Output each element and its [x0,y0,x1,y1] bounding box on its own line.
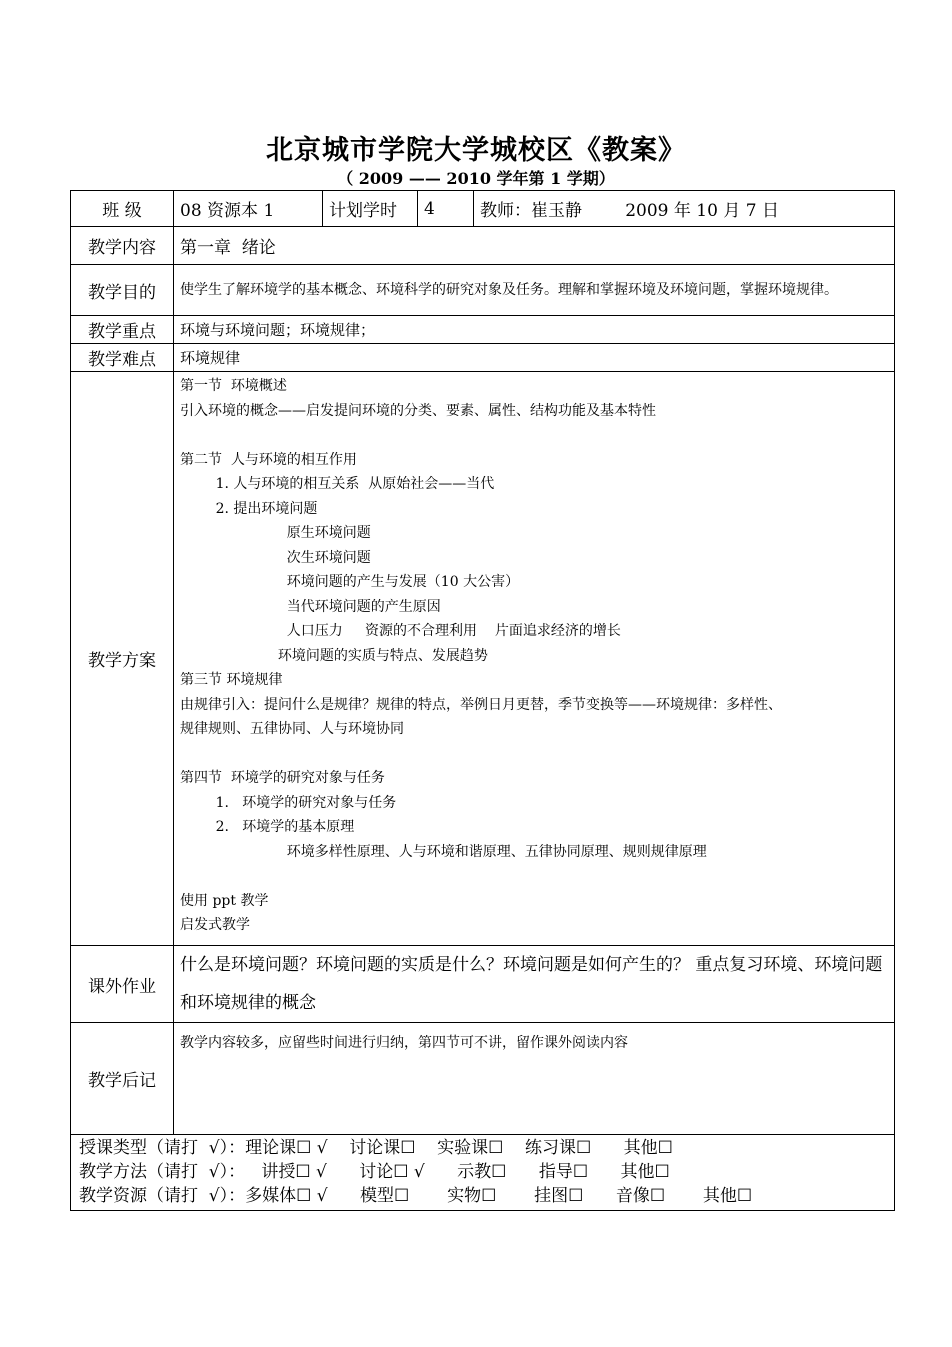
homework-value: 什么是环境问题？环境问题的实质是什么？环境问题是如何产生的？ 重点复习环境、环境问题和环境规律的概念 [174,946,895,1023]
plan-line: 当代环境问题的产生原因 [180,598,441,615]
plan-line: 1. 人与环境的相互关系 从原始社会——当代 [180,476,495,492]
content-value: 第一章 绪论 [174,227,895,265]
lesson-plan-table [70,190,895,1211]
plan-line: 环境问题的实质与特点、发展趋势 [180,647,488,664]
semester-subtitle: （ 2009 —— 2010 学年第 1 学期） [337,169,615,188]
row-postscript [71,1023,895,1135]
row-content [71,227,895,265]
key-point-value: 环境与环境问题；环境规律； [174,316,895,344]
plan-line: 第一节 环境概述 [180,378,287,394]
teaching-resource-line: 教学资源（请打 √）：多媒体☐ √ 模型☐ 实物☐ 挂图☐ 音像☐ 其他☐ [79,1186,753,1206]
plan-line [180,742,888,767]
row-class-info [71,191,895,227]
teacher-date: 教师：崔玉静 2009 年 10 月 7 日 [474,191,895,227]
hours-label: 计划学时 [323,191,418,227]
row-purpose [71,265,895,316]
plan-line: 2. 提出环境问题 [180,500,318,517]
homework-label: 课外作业 [71,946,174,1023]
row-key-point [71,316,895,344]
plan-line: 第三节 环境规律 [180,672,283,688]
plan-line: 环境多样性原理、人与环境和谐原理、五律协同原理、规则规律原理 [180,843,707,860]
plan-line [180,423,888,448]
plan-label: 教学方案 [71,372,174,946]
key-point-label: 教学重点 [71,316,174,344]
row-plan [71,372,895,946]
plan-line: 1. 环境学的研究对象与任务 [180,794,397,811]
plan-line: 启发式教学 [180,917,250,933]
plan-line: 原生环境问题 [180,525,371,541]
class-label: 班 级 [71,191,174,227]
purpose-label: 教学目的 [71,265,174,316]
row-homework [71,946,895,1023]
plan-line: 引入环境的概念——启发提问环境的分类、要素、属性、结构功能及基本特性 [180,402,656,419]
content-label: 教学内容 [71,227,174,265]
plan-line: 环境问题的产生与发展（10 大公害） [180,574,520,590]
hours-value: 4 [418,191,474,227]
plan-content [174,372,895,946]
class-value: 08 资源本 1 [174,191,323,227]
postscript-value: 教学内容较多，应留些时间进行归纳，第四节可不讲，留作课外阅读内容 [174,1023,895,1135]
plan-line: 由规律引入：提问什么是规律？规律的特点，举例日月更替，季节变换等——环境规律：多样性、 [180,696,782,713]
plan-line: 第四节 环境学的研究对象与任务 [180,770,385,786]
plan-line: 使用 ppt 教学 [180,892,269,909]
plan-lines [180,374,888,938]
document-title: 北京城市学院大学城校区《教案》 [266,135,686,166]
teaching-method-line: 教学方法（请打 √）： 讲授☐ √ 讨论☐ √ 示教☐ 指导☐ 其他☐ [79,1162,670,1182]
row-footer [71,1135,895,1211]
postscript-label: 教学后记 [71,1023,174,1135]
lesson-type-line: 授课类型（请打 √）：理论课☐ √ 讨论课☐ 实验课☐ 练习课☐ 其他☐ [79,1138,673,1158]
plan-line: 规律规则、五律协同、人与环境协同 [180,721,404,737]
plan-line: 2. 环境学的基本原理 [180,819,355,835]
footer-cell [71,1135,895,1211]
plan-line: 人口压力 资源的不合理利用 片面追求经济的增长 [180,623,621,639]
row-difficulty [71,344,895,372]
purpose-value: 使学生了解环境学的基本概念、环境科学的研究对象及任务。理解和掌握环境及环境问题，掌握环境规律。 [174,265,895,316]
plan-line: 次生环境问题 [180,549,371,566]
plan-line [180,864,888,889]
difficulty-label: 教学难点 [71,344,174,372]
difficulty-value: 环境规律 [174,344,895,372]
plan-line: 第二节 人与环境的相互作用 [180,451,357,468]
